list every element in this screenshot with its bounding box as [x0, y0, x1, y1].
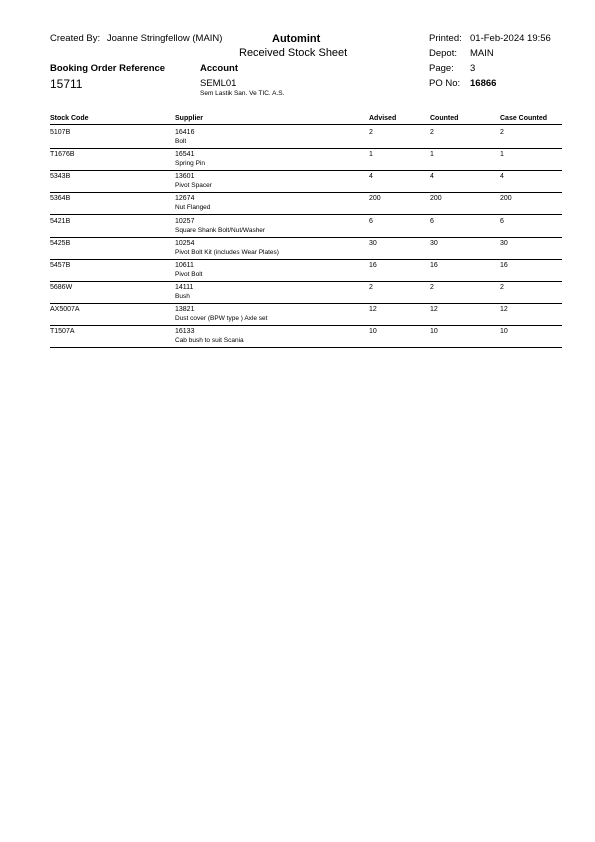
counted-cell: 30	[430, 239, 438, 247]
advised-cell: 1	[369, 151, 373, 159]
case-counted-cell: 2	[500, 284, 504, 292]
col-counted: Counted	[430, 115, 459, 122]
col-supplier: Supplier	[175, 115, 204, 122]
stock-code-cell: T1507A	[50, 328, 75, 336]
advised-cell: 10	[369, 328, 377, 336]
item-description-cell: Square Shank Bolt/Nut/Washer	[175, 226, 266, 234]
created-by	[50, 33, 222, 44]
supplier-code-cell: 10257	[175, 217, 195, 225]
case-counted-cell: 4	[500, 173, 504, 181]
account-value: SEML01	[200, 78, 237, 89]
supplier-code-cell: 13601	[175, 173, 195, 181]
advised-cell: 6	[369, 217, 373, 225]
table-row	[50, 217, 562, 239]
page-label: Page:	[429, 63, 454, 74]
item-description-cell: Bush	[175, 293, 190, 301]
row-divider	[50, 259, 562, 260]
advised-cell: 2	[369, 284, 373, 292]
report-title: Received Stock Sheet	[239, 47, 348, 59]
depot-value: MAIN	[470, 48, 494, 59]
case-counted-cell: 2	[500, 129, 504, 136]
advised-cell: 16	[369, 261, 377, 269]
table-row	[50, 194, 562, 216]
stock-code-cell: 5421B	[50, 217, 71, 225]
table-row	[50, 327, 562, 349]
advised-cell: 2	[369, 129, 373, 136]
stock-code-cell: 5364B	[50, 195, 71, 203]
col-case-counted: Case Counted	[500, 115, 548, 122]
table-row	[50, 239, 562, 261]
counted-cell: 16	[430, 261, 438, 269]
supplier-code-cell: 10611	[175, 261, 194, 269]
row-divider	[50, 237, 562, 238]
created-by-value: Joanne Stringfellow (MAIN)	[106, 33, 223, 44]
supplier-code-cell: 14111	[175, 284, 194, 292]
advised-cell: 4	[369, 173, 373, 181]
table-row	[50, 128, 562, 150]
counted-cell: 6	[430, 217, 434, 225]
stock-code-cell: 5425B	[50, 239, 71, 247]
case-counted-cell: 10	[500, 328, 508, 336]
supplier-code-cell: 16541	[175, 151, 195, 159]
col-advised: Advised	[369, 115, 397, 122]
case-counted-cell: 200	[500, 195, 512, 203]
case-counted-cell: 1	[500, 151, 504, 159]
case-counted-cell: 30	[500, 239, 508, 247]
counted-cell: 200	[430, 195, 442, 203]
table-row	[50, 261, 562, 283]
row-divider	[50, 303, 562, 304]
row-divider	[50, 148, 562, 149]
supplier-code-cell: 12674	[175, 195, 195, 203]
item-description-cell: Spring Pin	[175, 160, 205, 168]
item-description-cell: Bolt	[175, 138, 187, 145]
item-description-cell: Pivot Spacer	[175, 182, 212, 190]
row-divider	[50, 192, 562, 193]
po-label: PO No:	[429, 78, 461, 89]
table-row	[50, 283, 562, 305]
booking-value: 15711	[50, 77, 83, 91]
supplier-code-cell: 16416	[175, 129, 195, 136]
stock-code-cell: 5457B	[50, 261, 71, 269]
advised-cell: 30	[369, 239, 377, 247]
supplier-code-cell: 16133	[175, 328, 195, 336]
header-rule	[50, 124, 562, 125]
printed-value: 01-Feb-2024 19:56	[470, 33, 551, 44]
case-counted-cell: 6	[500, 217, 504, 225]
row-divider	[50, 347, 562, 348]
case-counted-cell: 12	[500, 306, 508, 314]
supplier-code-cell: 10254	[175, 239, 195, 247]
counted-cell: 12	[430, 306, 438, 314]
table-row	[50, 172, 562, 194]
table-row	[50, 150, 562, 172]
counted-cell: 2	[430, 129, 434, 136]
table-row	[50, 305, 562, 327]
stock-code-cell: 5343B	[50, 173, 71, 181]
row-divider	[50, 281, 562, 282]
stock-code-cell: T1676B	[50, 151, 75, 159]
supplier-code-cell: 13821	[175, 306, 195, 314]
item-description-cell: Cab bush to suit Scania	[175, 337, 244, 345]
col-stock-code: Stock Code	[50, 115, 89, 122]
stock-code-cell: AX5007A	[50, 306, 80, 314]
row-divider	[50, 325, 562, 326]
counted-cell: 2	[430, 284, 434, 292]
stock-code-cell: 5107B	[50, 129, 71, 136]
booking-label: Booking Order Reference	[50, 63, 166, 74]
created-by-label: Created By:	[50, 33, 101, 44]
item-description-cell: Dust cover (BPW type ) Axle set	[175, 315, 268, 323]
counted-cell: 1	[430, 151, 434, 159]
printed-label: Printed:	[429, 33, 462, 44]
company-name: Automint	[272, 33, 321, 45]
row-divider	[50, 214, 562, 215]
account-name: Sem Lastik San. Ve TIC. A.S.	[200, 90, 285, 97]
case-counted-cell: 16	[500, 261, 508, 269]
stock-code-cell: 5686W	[50, 284, 73, 292]
item-description-cell: Pivot Bolt Kit (includes Wear Plates)	[175, 248, 279, 256]
po-value: 16866	[470, 78, 497, 89]
advised-cell: 12	[369, 306, 377, 314]
page-value: 3	[470, 63, 476, 74]
depot-label: Depot:	[429, 48, 457, 59]
counted-cell: 10	[430, 328, 438, 336]
account-label: Account	[200, 63, 238, 74]
counted-cell: 4	[430, 173, 434, 181]
advised-cell: 200	[369, 195, 381, 203]
row-divider	[50, 170, 562, 171]
item-description-cell: Pivot Bolt	[175, 270, 203, 278]
item-description-cell: Nut Flanged	[175, 204, 211, 212]
